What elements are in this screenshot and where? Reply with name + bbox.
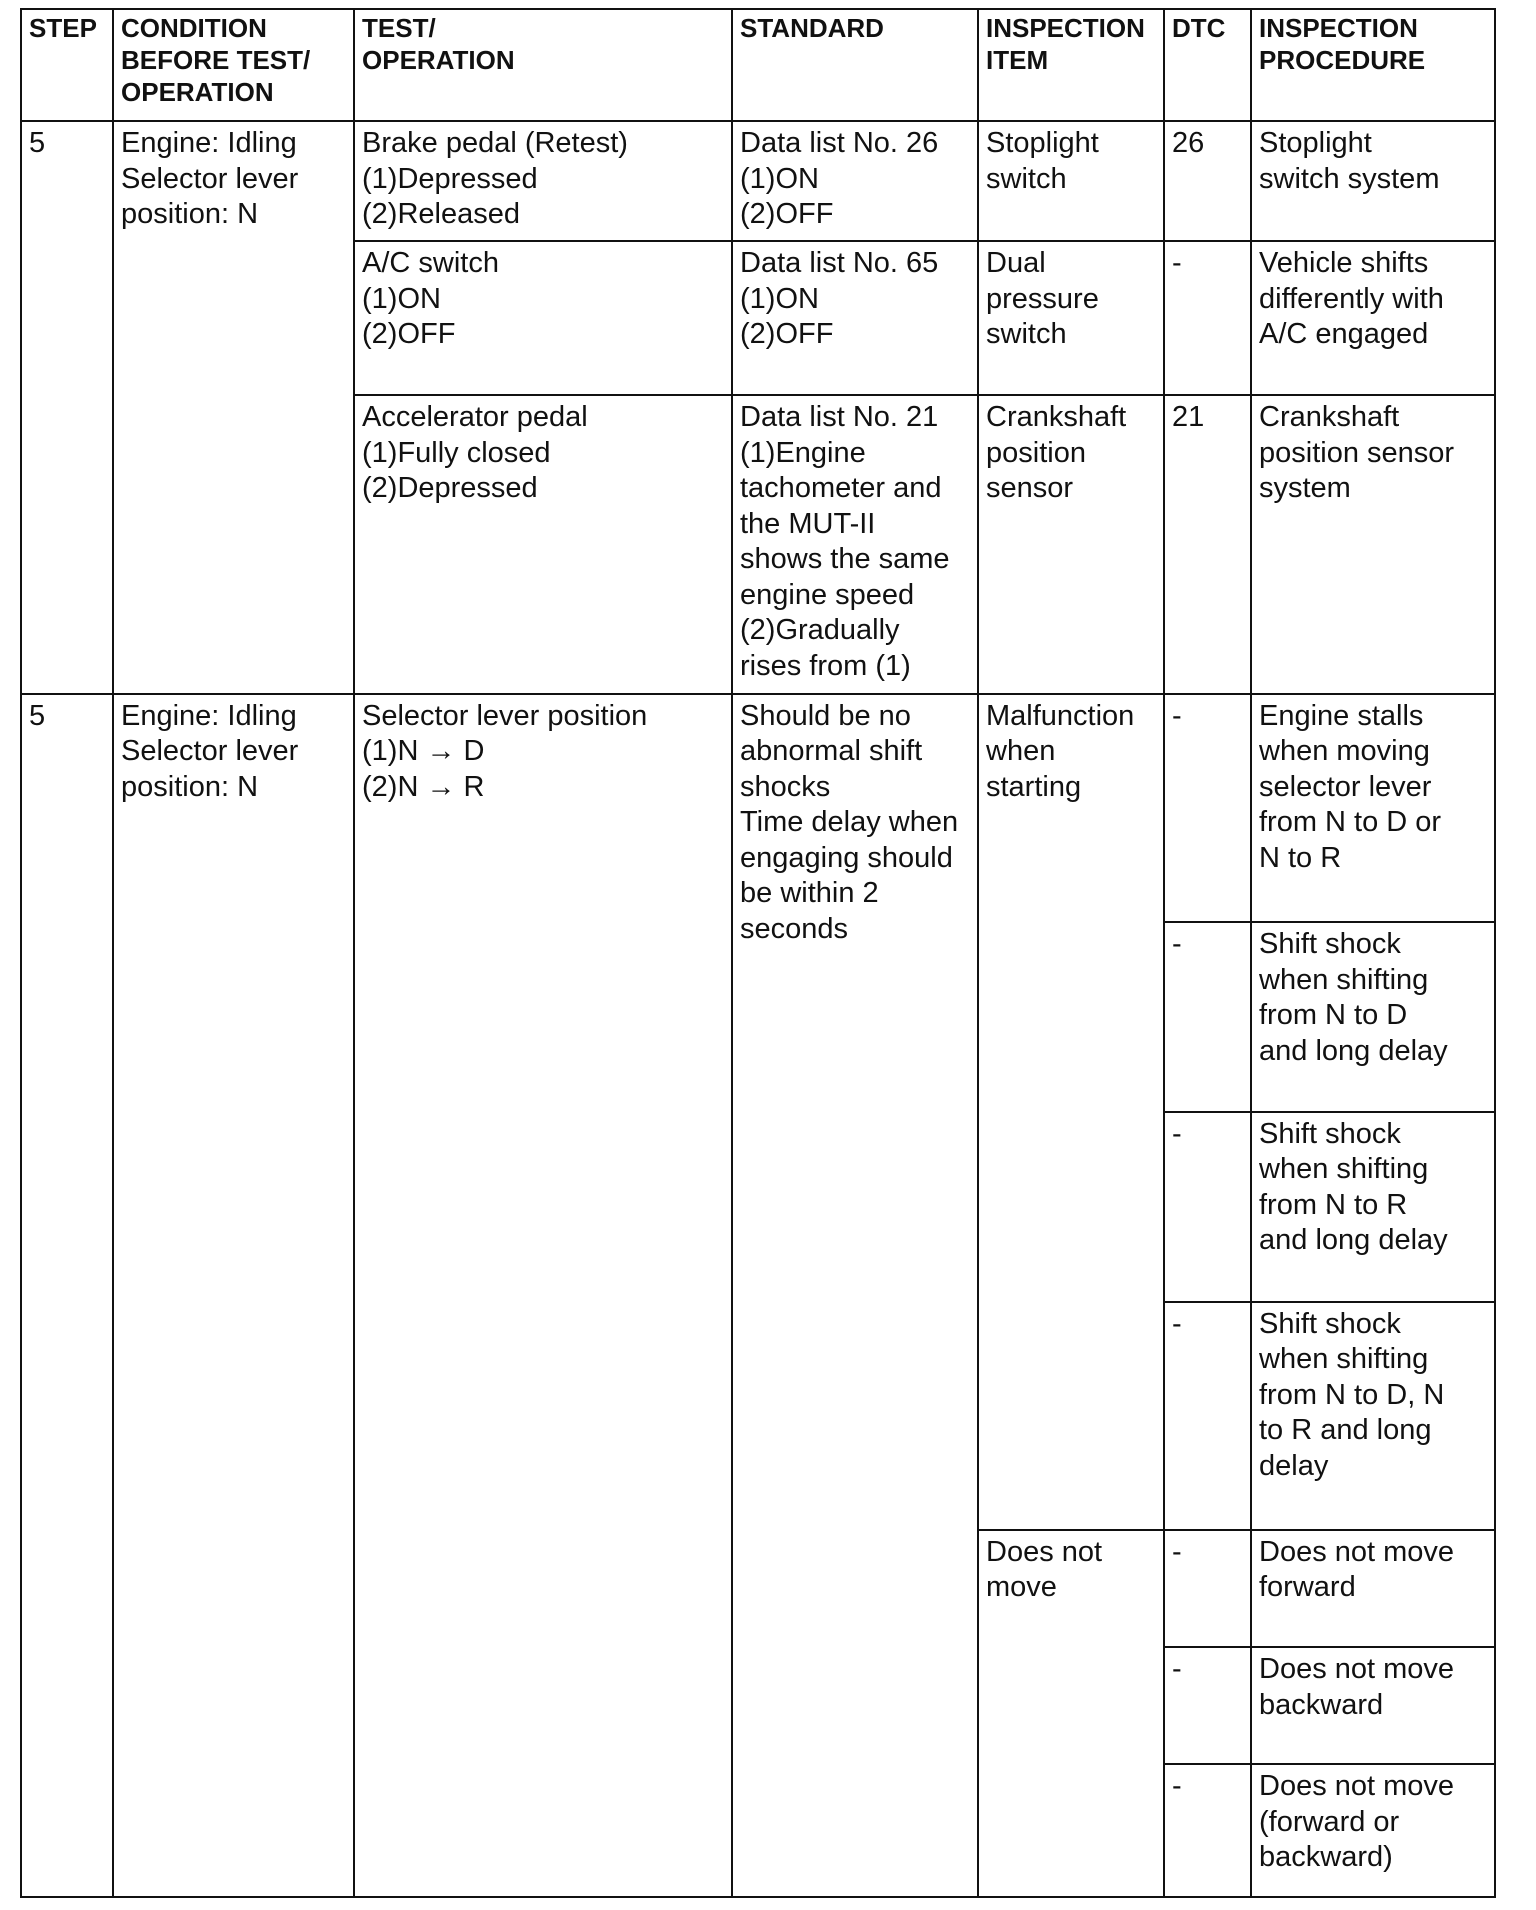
inspection-item-cell-line: Stoplight [986,127,1099,159]
test-operation-cell-line: (1)ON [362,282,441,315]
inspection-procedure-cell-line: from N to D [1259,999,1408,1032]
test-operation-cell-line: (1)Fully closed [362,436,551,469]
inspection-procedure-cell-line: backward [1259,1688,1384,1721]
inspection-item-cell [978,121,1164,241]
dtc-cell [1164,1647,1251,1764]
dtc-cell-value: 21 [1172,401,1205,434]
inspection-procedure-cell-line: Does not move [1259,1770,1455,1803]
inspection-procedure-cell-line: backward) [1259,1841,1393,1874]
inspection-procedure-cell-line: when moving [1259,735,1430,768]
test-operation-cell [354,694,732,1897]
inspection-procedure-cell-line: from N to R [1259,1188,1408,1221]
standard-cell-line: (2)Gradually [740,614,900,647]
inspection-item-cell-line: position [986,436,1086,469]
dtc-cell [1164,1302,1251,1530]
dtc-cell-value: - [1172,1117,1182,1150]
inspection-procedure-cell-line: (forward or [1259,1805,1400,1838]
dtc-cell [1164,1112,1251,1302]
inspection-procedure-cell-line: delay [1259,1449,1329,1482]
inspection-procedure-cell [1251,1647,1495,1764]
inspection-procedure-cell-line: N to R [1259,841,1342,874]
inspection-procedure-cell-line: Shift shock [1259,928,1401,961]
dtc-cell [1164,694,1251,922]
inspection-procedure-cell-line: Does not move [1259,1653,1455,1686]
standard-cell-line: Data list No. 21 [740,401,939,434]
test-operation-cell-line: (1)N → D [362,735,485,768]
inspection-item-cell-line: when [986,735,1056,768]
test-operation-cell [354,395,732,694]
dtc-cell [1164,1764,1251,1897]
standard-cell [732,395,978,694]
inspection-item-cell [978,395,1164,694]
standard-cell [732,694,978,1897]
standard-cell [732,121,978,241]
inspection-procedure-cell-line: Shift shock [1259,1307,1401,1340]
test-operation-cell-line: Brake pedal (Retest) [362,127,628,159]
table-row [21,121,1495,241]
table-body [21,121,1495,1897]
header-step: STEP [21,9,113,121]
condition-cell-line: Selector lever [121,162,299,195]
test-operation-cell-line: (2)Released [362,198,520,230]
inspection-procedure-cell [1251,694,1495,922]
header-dtc: DTC [1164,9,1251,121]
standard-cell-line: tachometer and [740,472,942,505]
inspection-item-cell-line: Dual [986,247,1046,280]
table-row [21,694,1495,922]
inspection-procedure-cell-line: and long delay [1259,1034,1448,1067]
dtc-cell-value: 26 [1172,127,1205,159]
inspection-procedure-cell-line: when shifting [1259,963,1429,996]
inspection-procedure-cell-line: A/C engaged [1259,318,1429,351]
inspection-procedure-cell-line: when shifting [1259,1343,1429,1376]
standard-cell-line: Data list No. 26 [740,127,939,159]
inspection-procedure-cell [1251,241,1495,395]
inspection-item-cell-line: sensor [986,472,1074,505]
inspection-procedure-cell [1251,1112,1495,1302]
standard-cell-line: shows the same [740,543,950,576]
dtc-cell [1164,922,1251,1112]
condition-cell-line: position: N [121,198,259,230]
dtc-cell-value: - [1172,1307,1182,1340]
dtc-cell-value: - [1172,1770,1182,1803]
standard-cell-line: be within 2 [740,877,879,910]
inspection-item-cell [978,241,1164,395]
inspection-table [20,8,1496,1898]
inspection-procedure-cell-line: from N to D, N [1259,1378,1445,1411]
inspection-procedure-cell-line: switch system [1259,162,1440,195]
test-operation-cell-line: Selector lever position [362,699,648,732]
test-operation-cell-line: (2)OFF [362,318,456,351]
test-operation-cell [354,241,732,395]
header-inspection-item: INSPECTION ITEM [978,9,1164,121]
condition-cell [113,121,354,694]
standard-cell-line: (2)OFF [740,318,834,351]
standard-cell-line: Data list No. 65 [740,247,939,280]
header-test-operation: TEST/ OPERATION [354,9,732,121]
header-inspection-procedure: INSPECTION PROCEDURE [1251,9,1495,121]
standard-cell-line: shocks [740,770,831,803]
standard-cell-line: rises from (1) [740,649,911,682]
inspection-procedure-cell-line: Shift shock [1259,1117,1401,1150]
step-cell-value: 5 [29,699,46,732]
dtc-cell [1164,241,1251,395]
inspection-item-cell [978,1530,1164,1897]
dtc-cell [1164,395,1251,694]
inspection-procedure-cell-line: Does not move [1259,1535,1455,1568]
standard-cell-line: engaging should [740,841,953,874]
standard-cell-line: (2)OFF [740,198,834,230]
inspection-procedure-cell-line: Crankshaft [1259,401,1400,434]
condition-cell-line: Engine: Idling [121,127,297,159]
test-operation-cell [354,121,732,241]
inspection-item-cell-line: switch [986,162,1067,195]
condition-cell-line: position: N [121,770,259,803]
standard-cell-line: (1)Engine [740,436,866,469]
test-operation-cell-line: (1)Depressed [362,162,538,195]
header-standard: STANDARD [732,9,978,121]
standard-cell-line: abnormal shift [740,735,923,768]
dtc-cell-value: - [1172,699,1182,732]
inspection-procedure-cell-line: when shifting [1259,1153,1429,1186]
inspection-procedure-cell-line: Vehicle shifts [1259,247,1429,280]
dtc-cell-value: - [1172,928,1182,961]
step-cell [21,121,113,694]
standard-cell-line: Time delay when [740,806,959,839]
inspection-item-cell-line: starting [986,770,1082,803]
inspection-item-cell-line: Crankshaft [986,401,1127,434]
test-operation-cell-line: (2)N → R [362,770,485,803]
standard-cell-line: Should be no [740,699,911,732]
inspection-procedure-cell [1251,922,1495,1112]
condition-cell [113,694,354,1897]
inspection-procedure-cell-line: differently with [1259,282,1444,315]
inspection-item-cell [978,694,1164,1530]
step-cell-value: 5 [29,127,46,159]
standard-cell-line: engine speed [740,578,915,611]
step-cell [21,694,113,1897]
inspection-procedure-cell-line: system [1259,472,1351,505]
inspection-procedure-cell [1251,395,1495,694]
condition-cell-line: Engine: Idling [121,699,297,732]
inspection-procedure-cell [1251,1530,1495,1647]
inspection-procedure-cell-line: position sensor [1259,436,1455,469]
inspection-item-cell-line: Malfunction [986,699,1135,732]
inspection-item-cell-line: move [986,1571,1057,1604]
standard-cell-line: the MUT-II [740,507,876,540]
standard-cell [732,241,978,395]
dtc-cell [1164,121,1251,241]
inspection-item-cell-line: pressure [986,282,1099,315]
standard-cell-line: (1)ON [740,282,819,315]
test-operation-cell-line: A/C switch [362,247,499,280]
standard-cell-line: seconds [740,912,849,945]
dtc-cell-value: - [1172,247,1182,280]
inspection-procedure-cell-line: Engine stalls [1259,699,1424,732]
standard-cell-line: (1)ON [740,162,819,195]
header-condition: CONDITION BEFORE TEST/ OPERATION [113,9,354,121]
inspection-procedure-cell-line: and long delay [1259,1224,1448,1257]
inspection-procedure-cell [1251,1302,1495,1530]
inspection-procedure-cell-line: forward [1259,1571,1356,1604]
dtc-cell-value: - [1172,1535,1182,1568]
inspection-procedure-cell-line: from N to D or [1259,806,1442,839]
inspection-procedure-cell-line: selector lever [1259,770,1432,803]
inspection-procedure-cell [1251,121,1495,241]
dtc-cell [1164,1530,1251,1647]
inspection-item-cell-line: switch [986,318,1067,351]
inspection-procedure-cell-line: to R and long [1259,1414,1432,1447]
test-operation-cell-line: (2)Depressed [362,472,538,505]
condition-cell-line: Selector lever [121,735,299,768]
test-operation-cell-line: Accelerator pedal [362,401,588,434]
inspection-procedure-cell-line: Stoplight [1259,127,1372,159]
inspection-item-cell-line: Does not [986,1535,1103,1568]
header-row [21,9,1495,121]
inspection-procedure-cell [1251,1764,1495,1897]
dtc-cell-value: - [1172,1653,1182,1686]
